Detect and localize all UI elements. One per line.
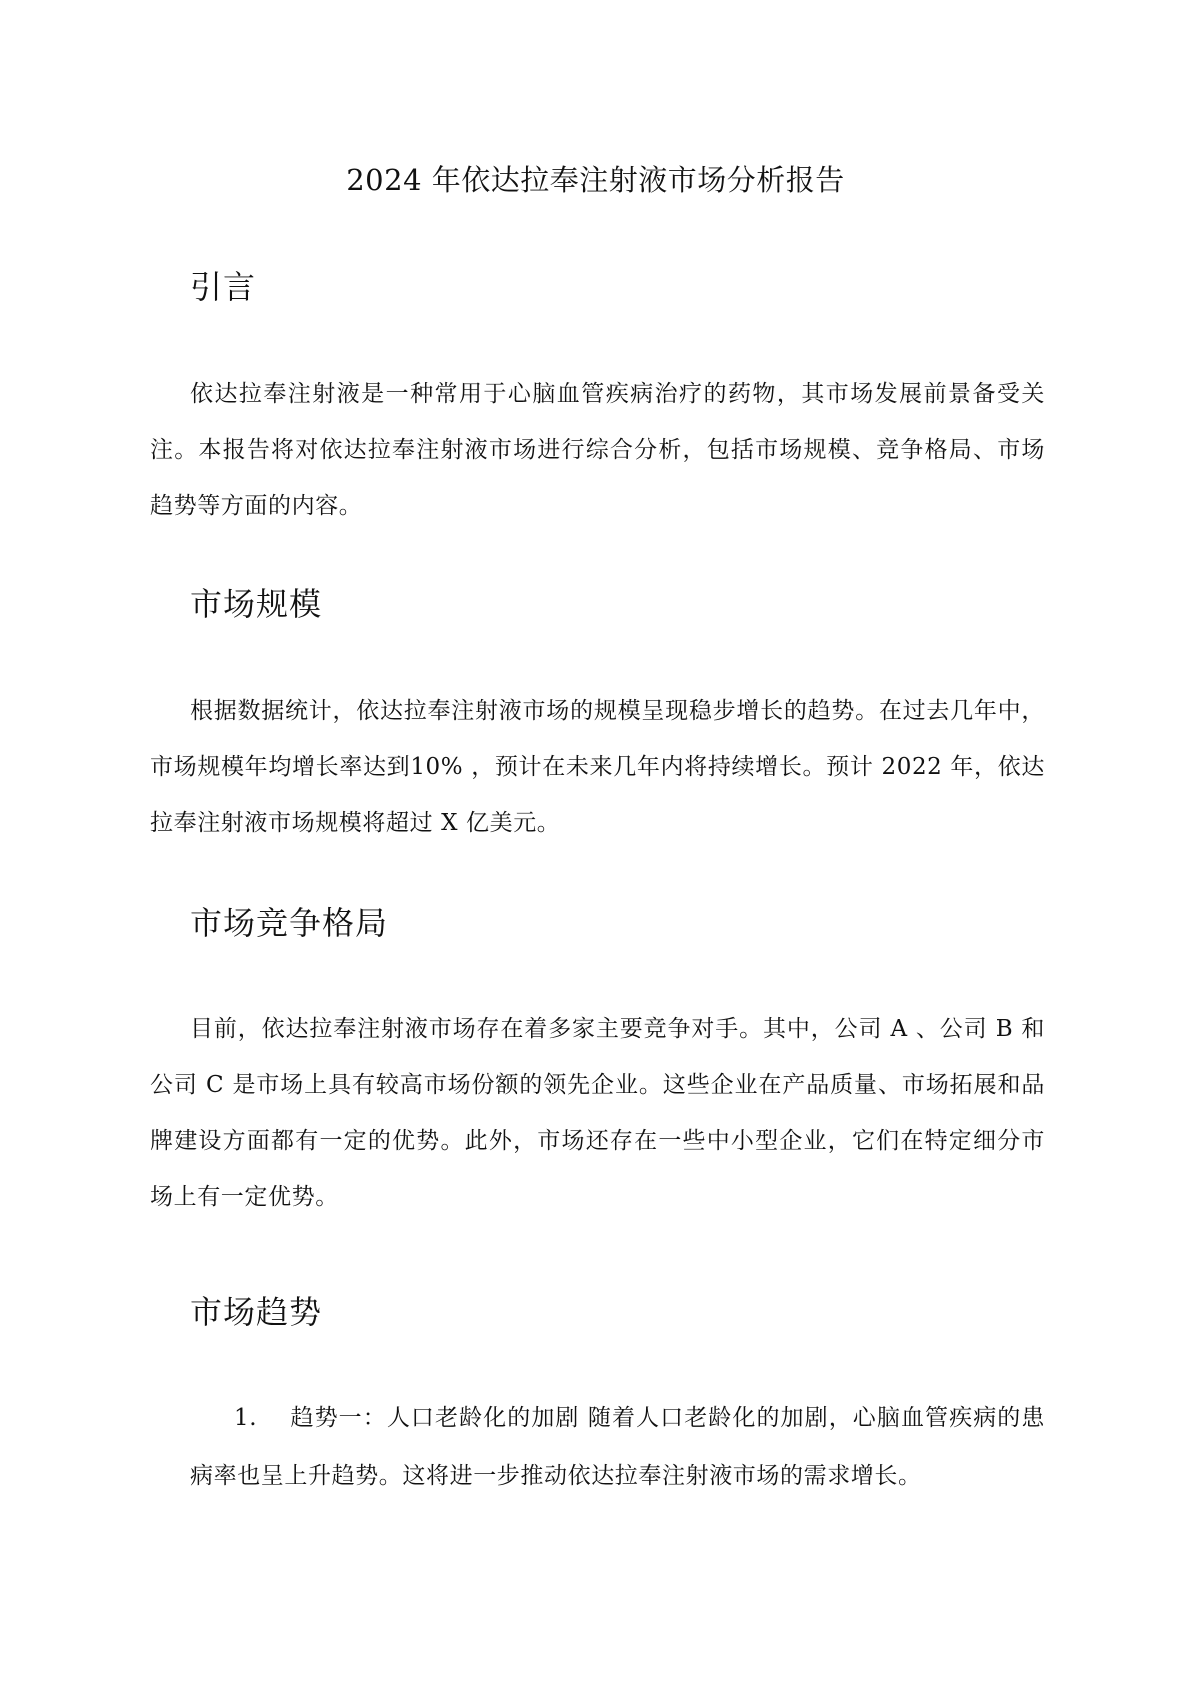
section-heading-market-size: 市场规模 <box>190 585 323 623</box>
intro-paragraph: 依达拉奉注射液是一种常用于心脑血管疾病治疗的药物，其市场发展前景备受关注。本报告将对依达拉奉注射液市场进行综合分析，包括市场规模、竞争格局、市场趋势等方面的内容。 <box>150 381 1045 519</box>
list-item <box>190 1389 1045 1505</box>
section-heading-competition: 市场竞争格局 <box>190 904 389 942</box>
document-title: 2024 年依达拉奉注射液市场分析报告 <box>346 163 845 197</box>
section-heading-intro: 引言 <box>190 268 257 306</box>
competition-paragraph: 目前，依达拉奉注射液市场存在着多家主要竞争对手。其中，公司 A 、公司 B 和公司 C 是市场上具有较高市场份额的领先企业。这些企业在产品质量、市场拓展和品牌建设方面都有一定的优势。此外，市场还存在一些中小型企业，它们在特定细分市场上有一定优势。 <box>150 1016 1045 1210</box>
market-size-paragraph: 根据数据统计，依达拉奉注射液市场的规模呈现稳步增长的趋势。在过去几年中，市场规模年均增长率达到10% ，预计在未来几年内将持续增长。预计 2022 年，依达拉奉注射液市场规模将超过 X 亿美元。 <box>150 698 1045 836</box>
list-item-text: 趋势一：人口老龄化的加剧 随着人口老龄化的加剧，心脑血管疾病的患病率也呈上升趋势。这将进一步推动依达拉奉注射液市场的需求增长。 <box>190 1405 1045 1489</box>
section-heading-trends: 市场趋势 <box>190 1293 323 1331</box>
list-item-number: 1. <box>234 1405 258 1431</box>
